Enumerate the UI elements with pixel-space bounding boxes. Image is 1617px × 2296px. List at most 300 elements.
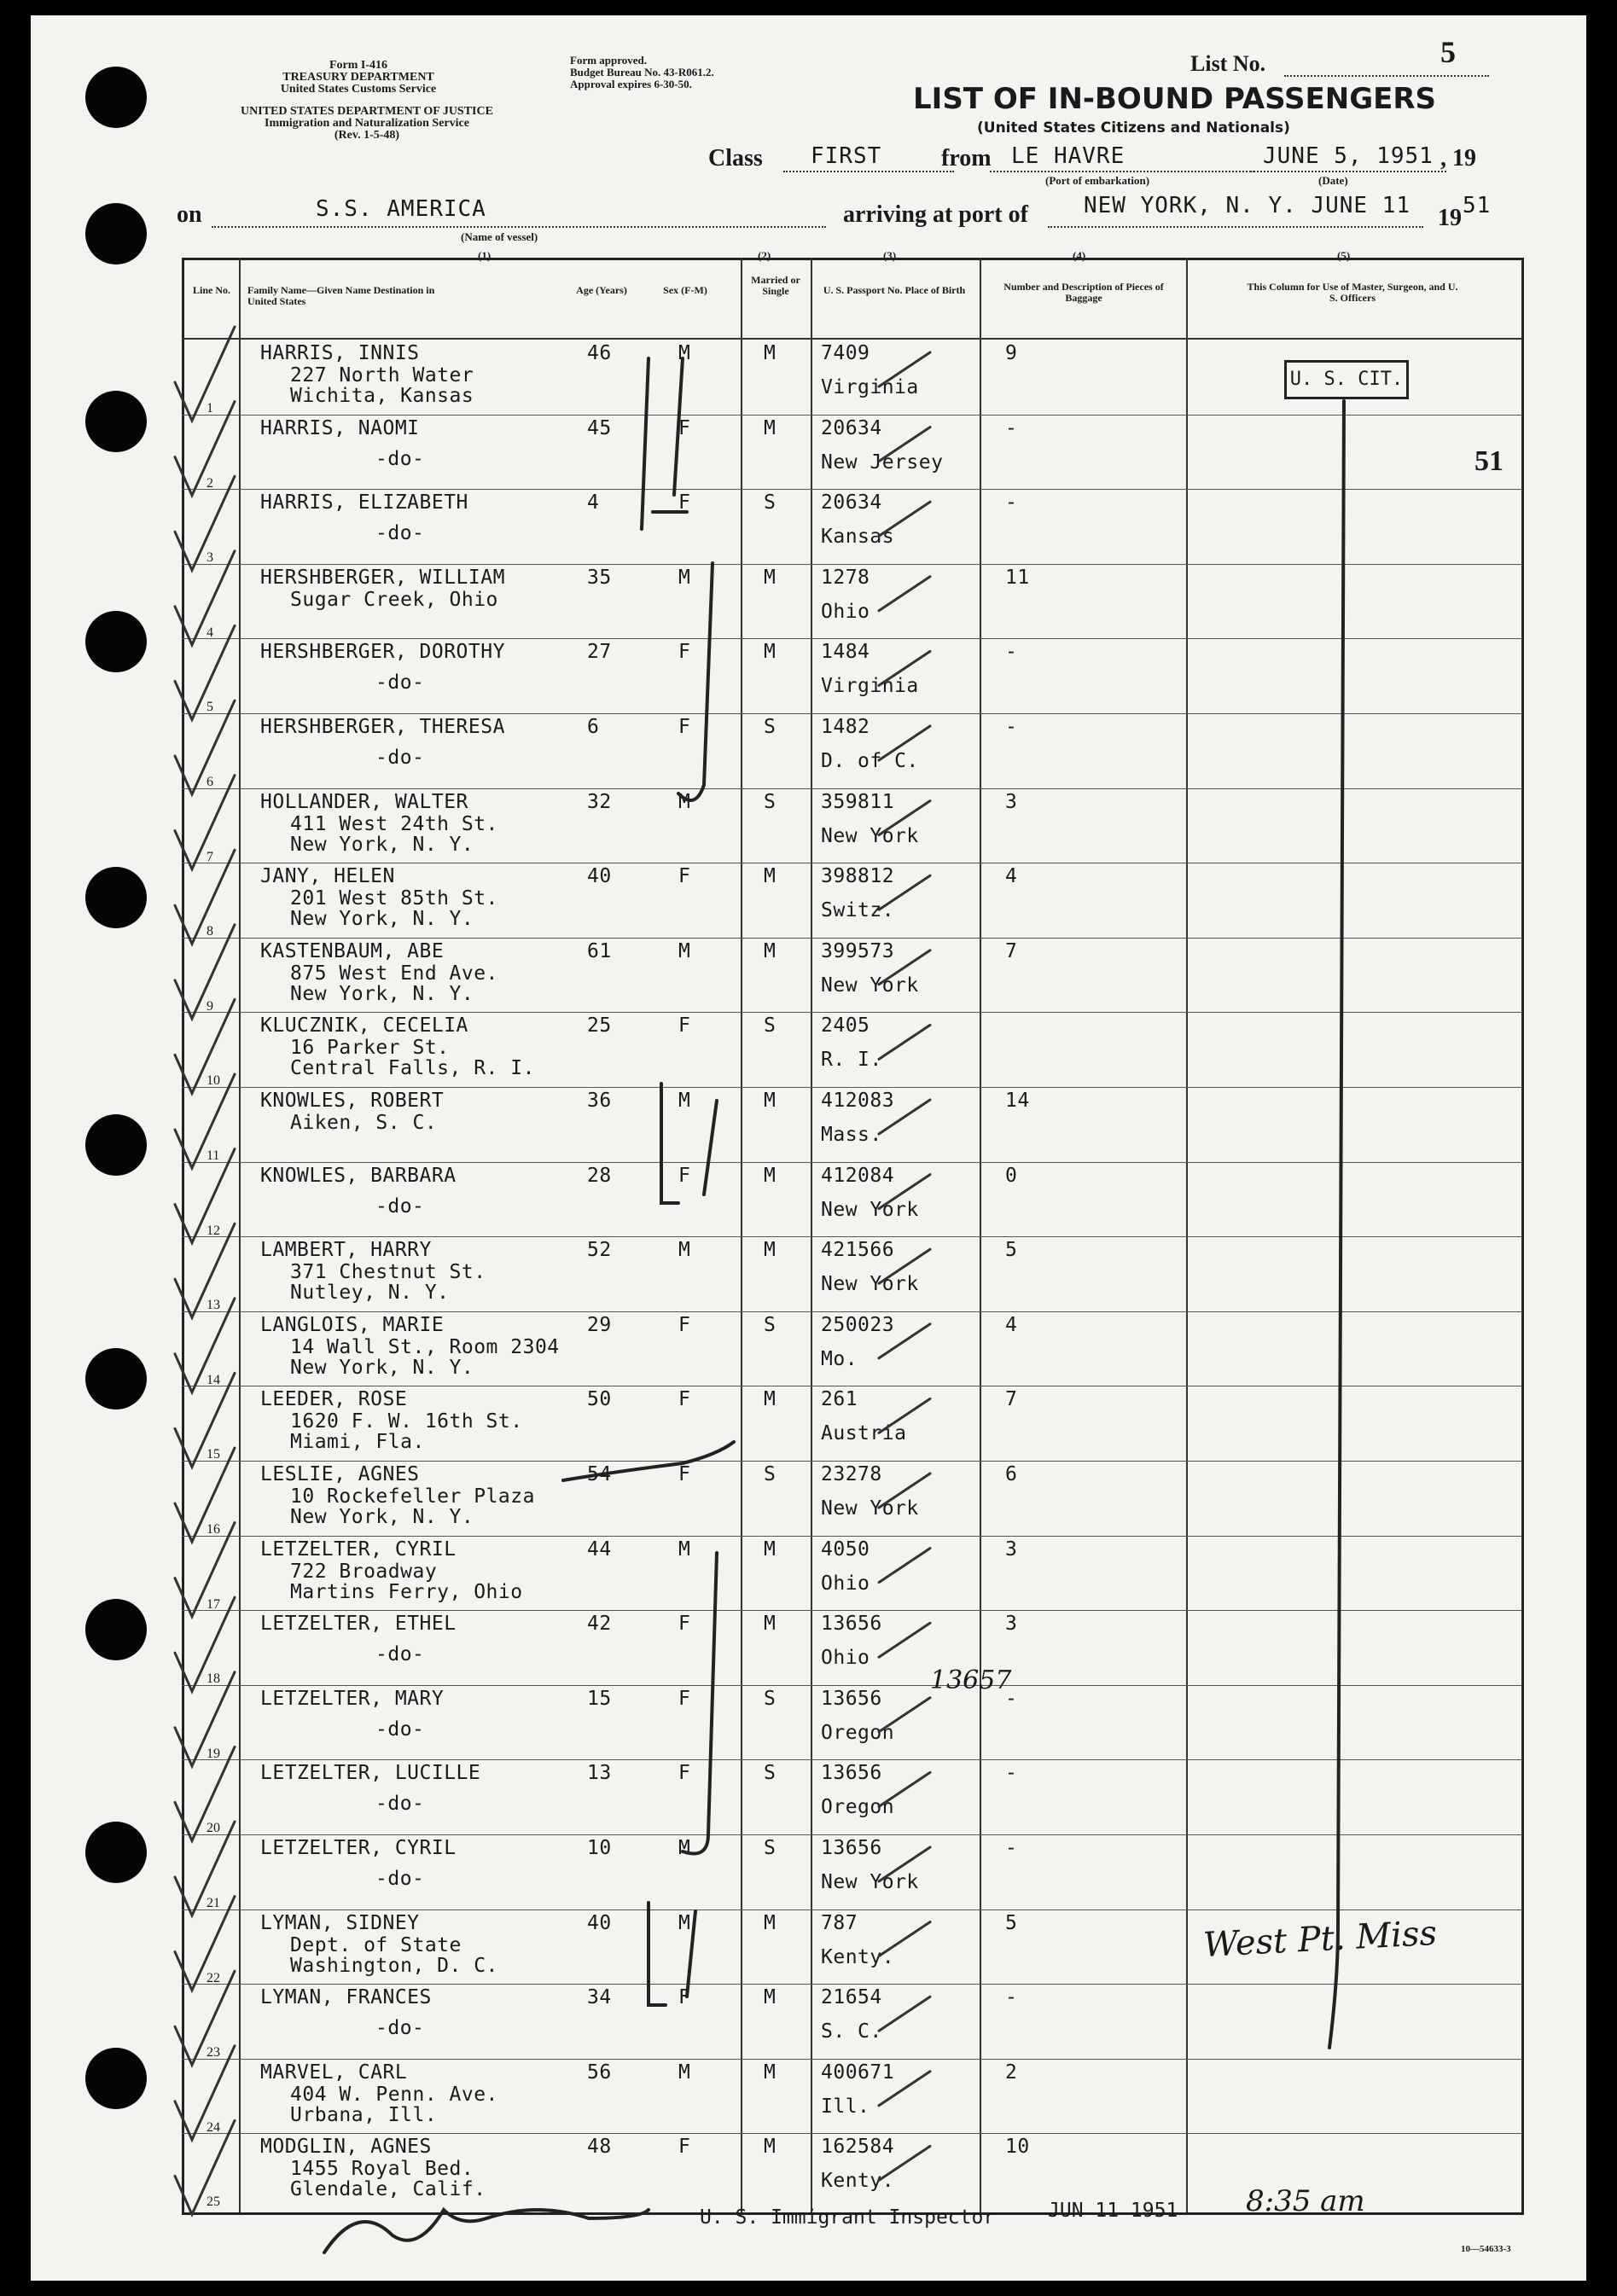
destination-line-2: Urbana, Ill. (290, 2103, 438, 2126)
destination-line-1: Aiken, S. C. (290, 1112, 438, 1134)
sex: F (678, 1762, 691, 1785)
passport-number: 21654 (821, 1986, 882, 2009)
place-of-birth: Virginia (821, 376, 919, 398)
marital-status: M (764, 2061, 777, 2084)
sex: M (678, 342, 691, 364)
sex: F (678, 1014, 691, 1038)
place-of-birth: Ill. (821, 2095, 870, 2118)
baggage-count: - (1005, 1762, 1018, 1785)
marital-status: M (764, 416, 777, 439)
sex: M (678, 1537, 691, 1561)
marital-status: S (764, 491, 777, 514)
sex: F (678, 2136, 691, 2159)
signature-mark (324, 2210, 649, 2252)
handwritten-destination-note: West Pt. Miss (1201, 1913, 1439, 1966)
row-line-number: 8 (206, 924, 213, 939)
passport-check-mark (879, 1100, 930, 1134)
class-label: Class (708, 145, 763, 171)
passenger-name: MARVEL, CARL (260, 2061, 408, 2084)
destination-line-2: Glendale, Calif. (290, 2178, 486, 2201)
baggage-count: 0 (1005, 1164, 1018, 1187)
row-line-number: 7 (206, 849, 213, 864)
passport-number: 261 (821, 1388, 858, 1411)
bracket-mark (642, 358, 687, 529)
baggage-count: 6 (1005, 1463, 1018, 1485)
baggage-count: - (1005, 1687, 1018, 1710)
destination-line-1: -do- (375, 522, 425, 545)
destination-line-1: 201 West 85th St. (290, 887, 498, 910)
col-head-age: Age (Years) (576, 284, 627, 296)
row-line-number: 21 (206, 1896, 220, 1910)
destination-line-1: Dept. of State (290, 1933, 462, 1956)
marital-status: S (764, 1837, 777, 1859)
passenger-name: HOLLANDER, WALTER (260, 790, 468, 813)
destination-line-1: 1620 F. W. 16th St. (290, 1410, 523, 1433)
form-line: United States Customs Service (280, 83, 437, 96)
age: 6 (587, 716, 600, 738)
sex: F (678, 1687, 691, 1710)
place-of-birth: Kenty. (821, 2170, 895, 2193)
bracket-mark (683, 1553, 717, 1854)
age: 61 (587, 939, 612, 962)
bracket-mark (649, 1903, 695, 2005)
passport-check-mark (879, 1847, 930, 1881)
age: 13 (587, 1762, 612, 1785)
form-line: Form I-416 (329, 59, 388, 72)
place-of-birth: R. I. (821, 1049, 882, 1072)
from-value: LE HAVRE (1011, 143, 1126, 169)
passport-check-mark (879, 577, 930, 611)
place-of-birth: New York (821, 1871, 919, 1893)
marital-status: M (764, 1388, 777, 1411)
baggage-count: - (1005, 416, 1018, 439)
passport-number: 1484 (821, 641, 870, 664)
passenger-name: LESLIE, AGNES (260, 1463, 420, 1485)
destination-line-1: 875 West End Ave. (290, 962, 498, 985)
port-embarkation-caption: (Port of embarkation) (1045, 174, 1150, 187)
verification-line (1329, 401, 1344, 2048)
dept-line: (Rev. 1-5-48) (334, 129, 400, 142)
age: 34 (587, 1986, 612, 2009)
side-number: 51 (1474, 445, 1504, 477)
marital-status: M (764, 342, 777, 364)
dept-line: UNITED STATES DEPARTMENT OF JUSTICE (241, 105, 493, 118)
age: 32 (587, 790, 612, 813)
place-of-birth: New York (821, 1497, 919, 1520)
passport-number: 398812 (821, 865, 895, 888)
passport-check-mark (879, 1997, 930, 2031)
column-number: (5) (1337, 249, 1351, 262)
sex: F (678, 416, 691, 439)
passport-check-mark (879, 875, 930, 910)
passenger-name: HERSHBERGER, DOROTHY (260, 641, 505, 664)
baggage-count: 14 (1005, 1090, 1030, 1112)
inspector-label: U. S. Immigrant Inspector (700, 2206, 996, 2229)
sex: F (678, 491, 691, 514)
place-of-birth: Kenty. (821, 1945, 895, 1968)
age: 45 (587, 416, 612, 439)
destination-line-1: -do- (375, 1195, 425, 1218)
col-head-passport: U. S. Passport No. Place of Birth (823, 284, 966, 296)
destination-line-2: Nutley, N. Y. (290, 1282, 450, 1305)
baggage-count: 3 (1005, 1613, 1018, 1636)
dept-line: Immigration and Naturalization Service (265, 117, 469, 130)
marital-status: M (764, 1537, 777, 1561)
sex: F (678, 641, 691, 664)
row-check-mark (175, 327, 235, 421)
passenger-name: LETZELTER, CYRIL (260, 1837, 457, 1859)
passport-check-mark (879, 1922, 930, 1956)
marital-status: S (764, 1313, 777, 1336)
arrival-year-prefix: 19 (1438, 205, 1462, 231)
marital-status: M (764, 865, 777, 888)
passport-number: 4050 (821, 1537, 870, 1561)
sex: M (678, 1837, 691, 1859)
passport-number: 7409 (821, 342, 870, 364)
row-check-mark (175, 700, 235, 794)
destination-line-1: -do- (375, 747, 425, 769)
col-head-line-no: Line No. (192, 284, 230, 296)
passport-check-mark (879, 801, 930, 835)
passport-check-mark (879, 427, 930, 462)
passport-check-mark (879, 1249, 930, 1283)
passport-number: 399573 (821, 939, 895, 962)
baggage-count: 5 (1005, 1911, 1018, 1934)
place-of-birth: Ohio (821, 600, 870, 623)
marital-status: S (764, 1463, 777, 1485)
passport-check-mark (879, 1623, 930, 1657)
sex: F (678, 1164, 691, 1187)
passport-number: 13656 (821, 1613, 882, 1636)
place-of-birth: Oregon (821, 1721, 895, 1744)
baggage-count: - (1005, 491, 1018, 514)
row-check-mark (175, 2120, 235, 2214)
age: 28 (587, 1164, 612, 1187)
age: 52 (587, 1239, 612, 1262)
arrival-year: 51 (1463, 193, 1492, 218)
place-of-birth: Austria (821, 1422, 907, 1445)
row-check-mark (175, 1149, 235, 1243)
baggage-count: 3 (1005, 1537, 1018, 1561)
sex: M (678, 2061, 691, 2084)
row-line-number: 6 (206, 775, 213, 789)
destination-line-2: New York, N. Y. (290, 908, 474, 931)
destination-line-2: New York, N. Y. (290, 1356, 474, 1379)
row-check-mark (175, 1597, 235, 1691)
passport-check-mark (879, 1324, 930, 1358)
baggage-count: 3 (1005, 790, 1018, 813)
destination-line-2: Wichita, Kansas (290, 385, 474, 407)
check-marks (175, 327, 930, 2214)
passenger-name: KLUCZNIK, CECELIA (260, 1014, 468, 1038)
date-caption: (Date) (1318, 174, 1348, 187)
sex: F (678, 1388, 691, 1411)
passport-check-mark (879, 1698, 930, 1732)
destination-line-2: Central Falls, R. I. (290, 1057, 535, 1080)
place-of-birth: Virginia (821, 675, 919, 698)
passenger-name: LETZELTER, CYRIL (260, 1537, 457, 1561)
destination-line-1: Sugar Creek, Ohio (290, 588, 498, 611)
column-number: (1) (478, 249, 491, 262)
baggage-count: 7 (1005, 939, 1018, 962)
place-of-birth: Ohio (821, 1572, 870, 1595)
age: 27 (587, 641, 612, 664)
bracket-mark (678, 563, 713, 800)
destination-line-1: 227 North Water (290, 364, 474, 387)
row-check-mark (175, 1822, 235, 1915)
row-line-number: 16 (206, 1522, 220, 1537)
passenger-name: KASTENBAUM, ABE (260, 939, 445, 962)
passport-number: 1278 (821, 566, 870, 589)
sex: F (678, 1986, 691, 2009)
destination-line-1: 14 Wall St., Room 2304 (290, 1335, 560, 1358)
baggage-count: - (1005, 716, 1018, 738)
destination-line-1: 10 Rockefeller Plaza (290, 1485, 535, 1508)
age: 35 (587, 566, 612, 589)
place-of-birth: Mass. (821, 1124, 882, 1146)
marital-status: M (764, 641, 777, 664)
destination-line-1: 371 Chestnut St. (290, 1261, 486, 1284)
row-line-number: 17 (206, 1596, 220, 1612)
destination-line-2: New York, N. Y. (290, 833, 474, 856)
passport-check-mark (879, 2146, 930, 2180)
col-head-name: Family Name—Given Name Destination in United States (247, 284, 435, 307)
passenger-name: LETZELTER, ETHEL (260, 1613, 457, 1636)
row-line-number: 13 (206, 1298, 220, 1313)
passport-number: 787 (821, 1911, 858, 1934)
baggage-count: - (1005, 1837, 1018, 1859)
age: 10 (587, 1837, 612, 1859)
destination-line-1: -do- (375, 2017, 425, 2040)
age: 15 (587, 1687, 612, 1710)
destination-line-1: -do- (375, 1718, 425, 1741)
passenger-name: MODGLIN, AGNES (260, 2136, 432, 2159)
approval-line: Approval expires 6-30-50. (570, 78, 692, 90)
row-line-number: 2 (206, 475, 213, 491)
row-check-mark (175, 1224, 235, 1317)
row-line-number: 11 (206, 1148, 220, 1163)
destination-line-2: Miami, Fla. (290, 1431, 425, 1454)
age: 54 (587, 1463, 612, 1485)
sex: F (678, 716, 691, 738)
passport-number: 20634 (821, 491, 882, 514)
age: 46 (587, 342, 612, 364)
sex: M (678, 790, 691, 813)
inspection-date: JUN 11 1951 (1048, 2200, 1178, 2222)
row-check-mark (175, 1747, 235, 1840)
marital-status: M (764, 1911, 777, 1934)
form-line: TREASURY DEPARTMENT (282, 71, 434, 84)
row-check-mark (175, 402, 235, 496)
col-head-baggage: Number and Description of Pieces of Baggage (1003, 281, 1164, 304)
row-line-number: 25 (206, 2194, 220, 2210)
row-line-number: 12 (206, 1223, 220, 1238)
sex: M (678, 939, 691, 962)
age: 40 (587, 865, 612, 888)
row-check-mark (175, 850, 235, 944)
baggage-count: 2 (1005, 2061, 1018, 2084)
age: 25 (587, 1014, 612, 1038)
baggage-count: 7 (1005, 1388, 1018, 1411)
place-of-birth: Mo. (821, 1347, 858, 1370)
passport-check-mark (879, 726, 930, 760)
row-check-mark (175, 1373, 235, 1467)
column-number: (3) (883, 249, 897, 262)
passport-number: 23278 (821, 1463, 882, 1485)
marital-status: M (764, 939, 777, 962)
destination-line-1: -do- (375, 447, 425, 470)
passport-number: 13656 (821, 1837, 882, 1859)
row-check-mark (175, 1897, 235, 1991)
passenger-name: HARRIS, ELIZABETH (260, 491, 468, 514)
age: 56 (587, 2061, 612, 2084)
vessel-caption: (Name of vessel) (461, 230, 538, 243)
page-subtitle: (United States Citizens and Nationals) (977, 119, 1290, 137)
row-line-number: 3 (206, 550, 213, 566)
corner-code: 10—54633-3 (1461, 2244, 1511, 2254)
place-of-birth: New York (821, 974, 919, 997)
passport-check-mark (879, 352, 930, 387)
place-of-birth: S. C. (821, 2020, 882, 2043)
passport-number: 400671 (821, 2061, 895, 2084)
marital-status: M (764, 1164, 777, 1187)
column-number: (4) (1073, 249, 1086, 262)
passenger-name: LETZELTER, MARY (260, 1687, 445, 1710)
passenger-name: HERSHBERGER, THERESA (260, 716, 505, 738)
date-value: JUNE 5, 1951 (1263, 143, 1434, 169)
passport-check-mark (879, 1175, 930, 1209)
passenger-name: LYMAN, SIDNEY (260, 1911, 420, 1934)
passenger-name: LYMAN, FRANCES (260, 1986, 432, 2009)
age: 48 (587, 2136, 612, 2159)
sex: F (678, 1463, 691, 1485)
place-of-birth: New York (821, 824, 919, 847)
row-line-number: 20 (206, 1821, 220, 1836)
passport-number: 1482 (821, 716, 870, 738)
passenger-name: HERSHBERGER, WILLIAM (260, 566, 505, 589)
passport-number: 13656 (821, 1687, 882, 1710)
age: 4 (587, 491, 600, 514)
baggage-count: 10 (1005, 2136, 1030, 2159)
passport-number: 250023 (821, 1313, 895, 1336)
approval-line: Budget Bureau No. 43-R061.2. (570, 66, 714, 78)
passport-number: 412084 (821, 1164, 895, 1187)
destination-line-2: New York, N. Y. (290, 982, 474, 1005)
age: 44 (587, 1537, 612, 1561)
baggage-count: 4 (1005, 1313, 1018, 1336)
arriving-label: arriving at port of (843, 201, 1028, 228)
age: 42 (587, 1613, 612, 1636)
date-suffix: , 19 (1440, 145, 1476, 171)
passport-number: 359811 (821, 790, 895, 813)
passenger-name: LEEDER, ROSE (260, 1388, 408, 1411)
row-check-mark (175, 625, 235, 719)
sex: M (678, 1239, 691, 1262)
sex: F (678, 1313, 691, 1336)
sex: F (678, 865, 691, 888)
passport-check-mark (879, 502, 930, 536)
destination-line-1: 722 Broadway (290, 1560, 438, 1583)
passport-check-mark (879, 651, 930, 685)
passport-check-mark (879, 1474, 930, 1508)
inspection-time: 8:35 am (1246, 2184, 1365, 2218)
row-line-number: 4 (206, 625, 213, 640)
destination-line-1: -do- (375, 1643, 425, 1666)
row-line-number: 24 (206, 2119, 220, 2135)
col-head-married: Married or Single (751, 274, 800, 297)
row-check-mark (175, 1299, 235, 1392)
marital-status: S (764, 716, 777, 738)
place-of-birth: Kansas (821, 526, 895, 549)
marital-status: M (764, 1613, 777, 1636)
marital-status: M (764, 1239, 777, 1262)
place-of-birth: Switz. (821, 899, 895, 922)
approval-line: Form approved. (570, 54, 648, 67)
age: 29 (587, 1313, 612, 1336)
passport-number: 2405 (821, 1014, 870, 1038)
row-check-mark (175, 551, 235, 645)
passport-number: 20634 (821, 416, 882, 439)
destination-line-2: New York, N. Y. (290, 1506, 474, 1528)
row-line-number: 22 (206, 1970, 220, 1985)
sex: F (678, 1613, 691, 1636)
destination-line-1: -do- (375, 1793, 425, 1816)
handwritten-passport-correction: 13657 (930, 1665, 1012, 1695)
bracket-mark (661, 1084, 717, 1203)
passenger-name: LETZELTER, LUCILLE (260, 1762, 481, 1785)
marital-status: M (764, 2136, 777, 2159)
arrival-value: NEW YORK, N. Y. JUNE 11 (1084, 193, 1411, 218)
col-head-sex: Sex (F-M) (663, 284, 707, 296)
passport-number: 13656 (821, 1762, 882, 1785)
destination-line-1: 411 West 24th St. (290, 812, 498, 835)
passenger-name: KNOWLES, ROBERT (260, 1090, 445, 1112)
sex: M (678, 1090, 691, 1112)
passport-check-mark (879, 1772, 930, 1806)
place-of-birth: New Jersey (821, 450, 944, 474)
strike-mark (563, 1442, 734, 1480)
marital-status: S (764, 1014, 777, 1038)
row-line-number: 10 (206, 1073, 220, 1089)
passenger-name: LAMBERT, HARRY (260, 1239, 432, 1262)
baggage-count: - (1005, 1986, 1018, 2009)
baggage-count: 11 (1005, 566, 1030, 589)
row-line-number: 5 (206, 700, 213, 715)
passport-number: 162584 (821, 2136, 895, 2159)
passenger-name: HARRIS, NAOMI (260, 416, 420, 439)
age: 40 (587, 1911, 612, 1934)
passport-number: 421566 (821, 1239, 895, 1262)
passport-check-mark (879, 950, 930, 985)
marital-status: S (764, 790, 777, 813)
passport-check-mark (879, 1549, 930, 1583)
baggage-count: 4 (1005, 865, 1018, 888)
row-check-mark (175, 1074, 235, 1168)
list-no-value: 5 (1440, 35, 1456, 69)
column-number: (2) (758, 249, 771, 262)
on-label: on (177, 201, 202, 228)
place-of-birth: Oregon (821, 1796, 895, 1819)
row-check-mark (175, 999, 235, 1093)
list-no-label: List No. (1190, 51, 1266, 76)
destination-line-1: 16 Parker St. (290, 1037, 450, 1060)
row-check-mark (175, 776, 235, 869)
passport-number: 412083 (821, 1090, 895, 1112)
destination-line-1: -do- (375, 1868, 425, 1890)
row-check-mark (175, 1672, 235, 1766)
age: 36 (587, 1090, 612, 1112)
sex: M (678, 1911, 691, 1934)
